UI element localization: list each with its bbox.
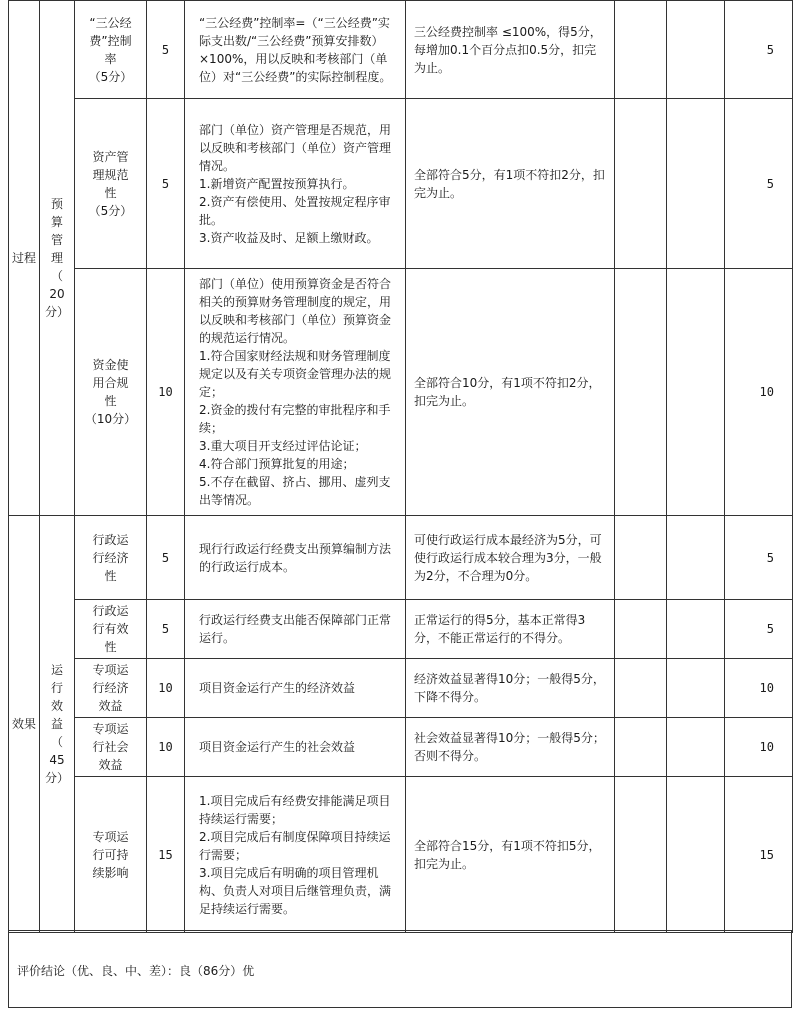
indicator-name-cell (75, 600, 147, 659)
description-line: 现行行政运行经费支出预算编制方法的行政运行成本。 (199, 541, 392, 574)
empty-cell (667, 777, 725, 933)
scoring-criteria (406, 99, 615, 269)
indicator-name-line: 性 (104, 185, 117, 200)
empty-cell (667, 99, 725, 269)
level1-indicator: 过程 (12, 251, 37, 265)
level1-indicator: 效果 (12, 717, 37, 731)
weight-cell: 5 (147, 99, 185, 269)
description-line: 2.资金的拨付有完整的审批程序和手续； (199, 403, 391, 435)
scoring-criteria (406, 1, 615, 99)
indicator-name-line: 专项运 (92, 722, 129, 736)
description-line: 1.符合国家财经法规和财务管理制度规定以及有关专项资金管理办法的规定； (199, 349, 392, 399)
indicator-name-line: 专项运 (92, 829, 129, 844)
table-row (9, 659, 793, 718)
indicator-name-cell (75, 718, 147, 777)
table-row (9, 269, 793, 516)
indicator-name-cell (75, 516, 147, 600)
scoring-criteria (406, 269, 615, 516)
criteria-line: 全部符合15分，有1项不符扣5分，扣完为止。 (414, 838, 601, 871)
indicator-description (185, 718, 406, 777)
description-line: 行政运行经费支出能否保障部门正常运行。 (199, 613, 392, 645)
table-row (9, 718, 793, 777)
level2-indicator-part: 算 (50, 215, 63, 229)
empty-cell (667, 600, 725, 659)
level2-indicator-part: 行 (50, 681, 63, 695)
indicator-name-line: 行可持 (92, 847, 129, 862)
conclusion-text: 评价结论（优、良、中、差）：良（86分）优 (17, 964, 255, 978)
level2-indicator-part: 分） (44, 771, 69, 785)
table-row (9, 99, 793, 269)
evaluation-conclusion (8, 930, 792, 1008)
indicator-name-line: 费”控制 (89, 33, 132, 48)
score-cell: 5 (725, 1, 793, 99)
indicator-name-line: 行政运 (92, 532, 129, 547)
criteria-line: 可使行政运行成本最经济为5分，可使行政运行成本较合理为3分，一般为2分，不合理为0分。 (414, 532, 602, 583)
indicator-description (185, 99, 406, 269)
level2-indicator-part: 理 (50, 251, 63, 265)
empty-cell (615, 600, 667, 659)
weight-cell: 15 (147, 777, 185, 933)
table-row (9, 516, 793, 600)
level2-indicator-part: 运 (50, 663, 63, 677)
score-cell: 5 (725, 99, 793, 269)
score-cell: 10 (725, 718, 793, 777)
scoring-criteria (406, 777, 615, 933)
level2-indicator-part: 管 (50, 233, 63, 247)
level2-indicator-part: （ (50, 735, 63, 749)
indicator-name-line: 行经济 (92, 681, 129, 695)
empty-cell (667, 269, 725, 516)
indicator-name-cell (75, 1, 147, 99)
empty-cell (615, 516, 667, 600)
weight-cell: 10 (147, 269, 185, 516)
description-line: 2.项目完成后有制度保障项目持续运行需要； (199, 829, 391, 862)
indicator-name-line: 性 (104, 640, 117, 654)
description-line: 1.项目完成后有经费安排能满足项目持续运行需要； (199, 793, 391, 826)
level1-indicator-cell (9, 1, 40, 516)
empty-cell (615, 1, 667, 99)
empty-cell (667, 516, 725, 600)
indicator-name-line: （10分） (84, 412, 137, 426)
level1-indicator-cell (9, 516, 40, 933)
weight-cell: 5 (147, 600, 185, 659)
indicator-name-cell (75, 777, 147, 933)
empty-cell (667, 1, 725, 99)
indicator-description (185, 600, 406, 659)
indicator-name-cell (75, 269, 147, 516)
indicator-name-line: 理规范 (92, 167, 129, 182)
indicator-name-line: 用合规 (92, 376, 129, 390)
table-row (9, 777, 793, 933)
indicator-name-line: 效益 (98, 758, 123, 772)
indicator-name-line: “三公经 (89, 15, 132, 30)
empty-cell (615, 659, 667, 718)
criteria-line: 三公经费控制率 ≤100%，得5分，每增加0.1个百分点扣0.5分，扣完为止。 (414, 24, 602, 75)
score-cell: 10 (725, 269, 793, 516)
empty-cell (615, 777, 667, 933)
description-line: 1.新增资产配置按预算执行。 (199, 176, 355, 191)
criteria-line: 社会效益显著得10分；一般得5分；否则不得分。 (414, 731, 605, 763)
score-cell: 15 (725, 777, 793, 933)
criteria-line: 全部符合5分，有1项不符扣2分，扣完为止。 (414, 167, 605, 200)
scoring-criteria (406, 718, 615, 777)
indicator-name-line: 专项运 (92, 663, 129, 677)
table-row (9, 1, 793, 99)
level2-indicator-part: 20 (49, 287, 65, 301)
empty-cell (615, 718, 667, 777)
indicator-name-line: 性 (104, 394, 117, 408)
empty-cell (615, 269, 667, 516)
level2-indicator-part: 预 (50, 197, 63, 211)
indicator-name-line: 性 (104, 568, 117, 583)
indicator-name-line: （5分） (88, 203, 133, 218)
weight-cell: 5 (147, 1, 185, 99)
description-line: “三公经费”控制率=（“三公经费”实际支出数/“三公经费”预算安排数）×100%，用以反映和考核部门（单位）对“三公经费”的实际控制程度。 (199, 15, 392, 84)
level2-indicator-part: 效 (50, 699, 63, 713)
weight-cell: 10 (147, 718, 185, 777)
description-line: 项目资金运行产生的社会效益 (199, 740, 356, 754)
indicator-name-line: （5分） (88, 69, 133, 84)
level2-indicator-part: （ (50, 269, 63, 283)
level2-indicator-cell (40, 1, 75, 516)
indicator-name-cell (75, 99, 147, 269)
empty-cell (667, 718, 725, 777)
weight-cell: 5 (147, 516, 185, 600)
empty-cell (615, 99, 667, 269)
description-line: 3.资产收益及时、足额上缴财政。 (199, 230, 379, 245)
level2-indicator-part: 分） (44, 305, 69, 319)
description-line: 3.项目完成后有明确的项目管理机构、负责人对项目后继管理负责，满足持续运行需要。 (199, 865, 392, 916)
criteria-line: 经济效益显著得10分；一般得5分，下降不得分。 (414, 672, 605, 704)
score-cell: 5 (725, 516, 793, 600)
description-line: 部门（单位）使用预算资金是否符合相关的预算财务管理制度的规定，用以反映和考核部门（单位）预算资金的规范运行情况。 (199, 277, 392, 345)
level2-indicator-part: 45 (49, 753, 65, 767)
criteria-line: 全部符合10分，有1项不符扣2分，扣完为止。 (414, 376, 601, 408)
indicator-name-line: 资产管 (92, 149, 129, 164)
table-row (9, 600, 793, 659)
description-line: 5.不存在截留、挤占、挪用、虚列支出等情况。 (199, 475, 391, 507)
indicator-description (185, 659, 406, 718)
indicator-description (185, 269, 406, 516)
description-line: 4.符合部门预算批复的用途； (199, 457, 355, 471)
indicator-name-line: 行经济 (92, 550, 129, 565)
indicator-name-line: 效益 (98, 699, 123, 713)
description-line: 项目资金运行产生的经济效益 (199, 681, 356, 695)
level2-indicator-part: 益 (50, 717, 63, 731)
score-cell: 10 (725, 659, 793, 718)
indicator-name-cell (75, 659, 147, 718)
criteria-line: 正常运行的得5分，基本正常得3分，不能正常运行的不得分。 (414, 613, 586, 645)
indicator-name-line: 率 (104, 51, 117, 66)
weight-cell: 10 (147, 659, 185, 718)
indicator-description (185, 516, 406, 600)
evaluation-table (8, 0, 793, 933)
level2-indicator-cell (40, 516, 75, 933)
scoring-criteria (406, 516, 615, 600)
indicator-name-line: 行政运 (92, 604, 129, 618)
description-line: 2.资产有偿使用、处置按规定程序审批。 (199, 194, 391, 227)
description-line: 3.重大项目开支经过评估论证； (199, 439, 367, 453)
indicator-name-line: 资金使 (92, 358, 129, 372)
scoring-criteria (406, 659, 615, 718)
empty-cell (667, 659, 725, 718)
indicator-name-line: 续影响 (92, 865, 129, 880)
scoring-criteria (406, 600, 615, 659)
description-line: 部门（单位）资产管理是否规范，用以反映和考核部门（单位）资产管理情况。 (199, 122, 392, 173)
indicator-name-line: 行有效 (92, 622, 129, 636)
indicator-name-line: 行社会 (92, 740, 129, 754)
score-cell: 5 (725, 600, 793, 659)
indicator-description (185, 777, 406, 933)
indicator-description (185, 1, 406, 99)
